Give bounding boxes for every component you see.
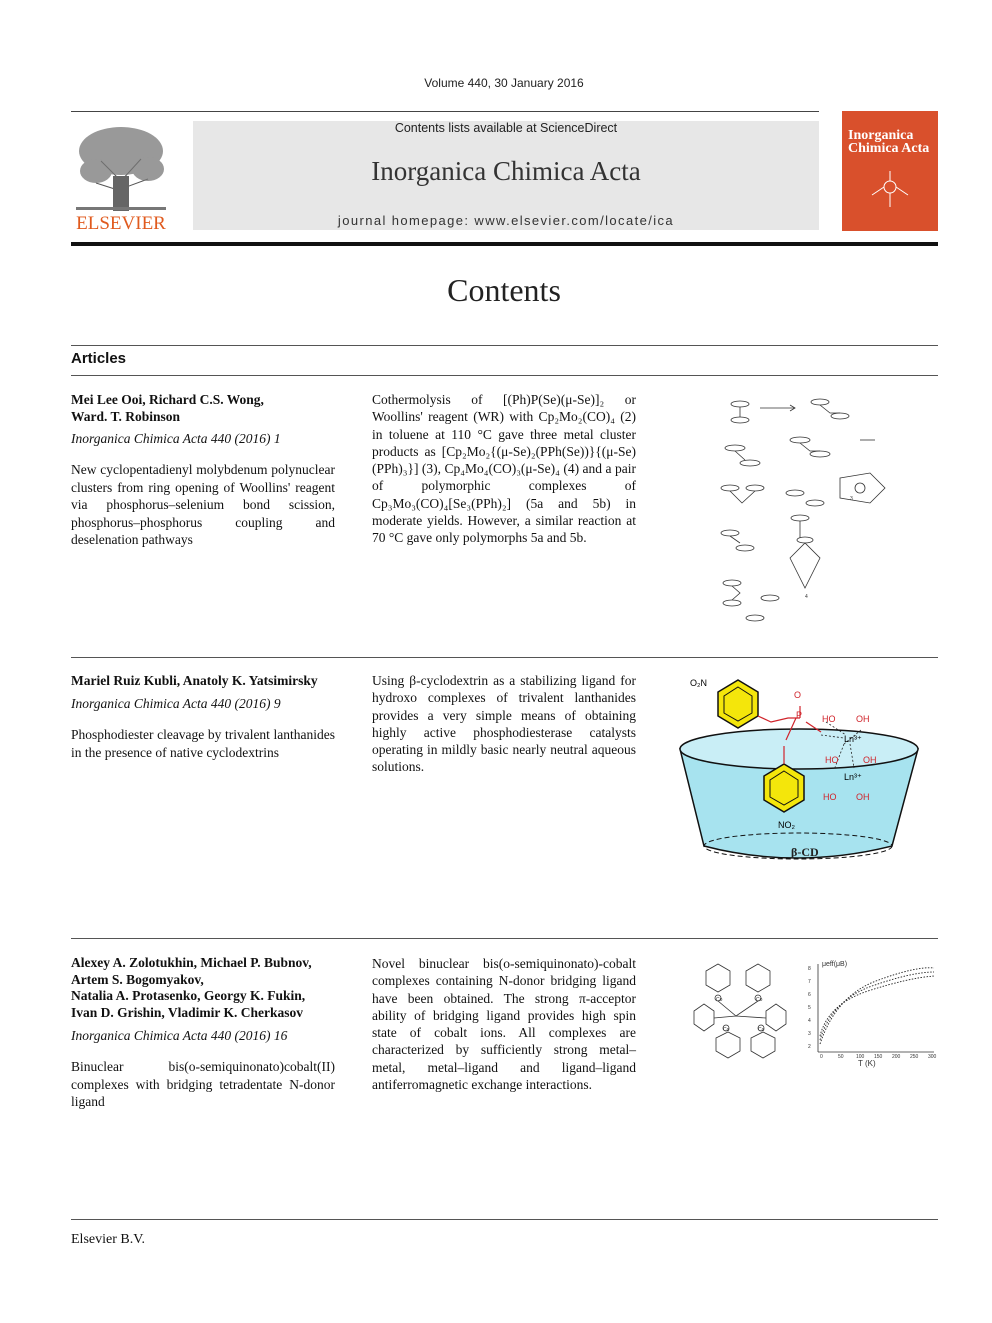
- section-heading: Articles: [71, 350, 127, 367]
- footer-rule: [71, 1219, 938, 1220]
- section-top-rule: [71, 345, 938, 346]
- article-3-citation[interactable]: Inorganica Chimica Acta 440 (2016) 16: [71, 1028, 288, 1043]
- plot-xticks: [820, 1054, 937, 1060]
- svg-text:HO: HO: [825, 755, 839, 765]
- plot-yticks: [808, 966, 811, 1050]
- svg-text:HO: HO: [823, 792, 837, 802]
- plot-ytick: 4: [808, 1018, 811, 1024]
- article-2-abstract: Using β-cyclodextrin as a stabilizing ligand for hydroxo complexes of trivalent lanthanides provides a very simple means of obtaining highly active phosphodiesterase catalysts operating in mildly basic nearly neutral aqueous solutions.: [372, 673, 636, 775]
- article-3-authors: Alexey A. Zolotukhin, Michael P. Bubnov, Artem S. Bogomyakov, Natalia A. Protasenko, Georgy K. Fukin, Ivan D. Grishin, Vladimir K. Cherkasov: [71, 955, 312, 1020]
- article-3-structure: [686, 956, 796, 1066]
- svg-text:Ln³⁺: Ln³⁺: [844, 772, 862, 782]
- plot-xtick: 50: [838, 1054, 844, 1060]
- cover-title: Inorganica Chimica Acta: [848, 128, 930, 156]
- volume-info: Volume 440, 30 January 2016: [424, 76, 584, 90]
- plot-xtick: 100: [856, 1054, 865, 1060]
- svg-text:OH: OH: [863, 755, 877, 765]
- plot-xtick: 300: [928, 1054, 937, 1060]
- article-1-graphical-abstract: [710, 388, 910, 636]
- plot-ytick: 3: [808, 1031, 811, 1037]
- svg-text:O: O: [794, 690, 802, 700]
- contents-lists-link[interactable]: Contents lists available at ScienceDirect: [394, 121, 618, 135]
- header-top-rule: [71, 111, 819, 112]
- article-2-title[interactable]: Phosphodiester cleavage by trivalent lanthanides in the presence of native cyclodextrins: [71, 727, 335, 760]
- svg-text:Co: Co: [758, 1027, 765, 1033]
- svg-text:HO: HO: [822, 714, 836, 724]
- journal-cover: [842, 111, 938, 231]
- footer-publisher: Elsevier B.V.: [71, 1232, 146, 1247]
- plot-curve-2: [820, 972, 934, 1040]
- page-title: Contents: [447, 272, 561, 308]
- section-bottom-rule: [71, 375, 938, 376]
- svg-text:4: 4: [805, 594, 808, 600]
- svg-text:NO₂: NO₂: [778, 820, 795, 830]
- plot-ytick: 6: [808, 992, 811, 998]
- svg-text:Co: Co: [723, 1027, 730, 1033]
- svg-text:Co: Co: [756, 997, 763, 1003]
- plot-ytick: 8: [808, 966, 811, 972]
- article-1-abstract: Cothermolysis of [(Ph)P(Se)(μ-Se)]₂ or Woollins' reagent (WR) with Cp₂Mo₂(CO)₄ (2) in toluene at 110 °C gave three metal cluster products as [Cp₂Mo₂{(μ-Se)₂(PPh(Se))}{(μ-Se)(PPh)₃}] (3), Cp₄Mo₄(CO)₃(μ-Se)₄ (4) and a pair of polymorphic complexes of Cp₃Mo₃(CO)₄[Se₃(PPh)₂] (5a and 5b) in moderate yields. However, a similar reaction at 70 °C gave only polymorphs 5a and 5b.: [372, 392, 636, 546]
- svg-text:P: P: [796, 710, 803, 720]
- plot-xtick: 200: [892, 1054, 901, 1060]
- plot-xlabel: T (K): [858, 1059, 876, 1068]
- header-rule: [71, 242, 938, 246]
- plot-ytick: 5: [808, 1005, 811, 1011]
- svg-text:Ln³⁺: Ln³⁺: [844, 734, 862, 744]
- plot-ylabel: μeff(μB): [822, 961, 848, 968]
- cover-molecule-icon: [862, 165, 918, 215]
- article-divider-2: [71, 938, 938, 939]
- svg-text:O₂N: O₂N: [690, 678, 707, 688]
- article-2-authors: Mariel Ruiz Kubli, Anatoly K. Yatsimirsky: [71, 673, 318, 688]
- journal-name: Inorganica Chimica Acta: [371, 156, 641, 186]
- svg-text:OH: OH: [856, 714, 870, 724]
- article-3-title[interactable]: Binuclear bis(o-semiquinonato)cobalt(II) complexes with bridging tetradentate N-donor ligand: [71, 1059, 335, 1109]
- article-1-citation[interactable]: Inorganica Chimica Acta 440 (2016) 1: [71, 431, 281, 446]
- plot-xtick: 0: [820, 1054, 823, 1060]
- svg-text:Co: Co: [716, 997, 723, 1003]
- article-2-graphical-abstract: [676, 670, 924, 870]
- article-divider-1: [71, 657, 938, 658]
- plot-curve-1: [820, 968, 934, 1044]
- svg-text:ELSEVIER: ELSEVIER: [76, 213, 166, 231]
- plot-xtick: 150: [874, 1054, 883, 1060]
- plot-ytick: 7: [808, 979, 811, 985]
- article-1-title[interactable]: New cyclopentadienyl molybdenum polynuclear clusters from ring opening of Woollins' reagent via phosphorus–selenium bond scission, phosphorus–phosphorus coupling and deselenation pathways: [71, 462, 335, 547]
- article-1-authors: Mei Lee Ooi, Richard C.S. Wong, Ward. T. Robinson: [71, 392, 264, 424]
- article-3-abstract: Novel binuclear bis(o-semiquinonato)-cobalt complexes containing N-donor bridging ligand have been obtained. The strong π-acceptor ability of bridging ligand provides high spin state of cobalt ions. All complexes are characterized by sufficiently strong metal–metal, metal–ligand and ligand–ligand antiferromagnetic exchange interactions.: [372, 956, 636, 1093]
- svg-text:3: 3: [850, 496, 853, 502]
- plot-ytick: 2: [808, 1044, 811, 1050]
- svg-text:β-CD: β-CD: [791, 845, 819, 859]
- elsevier-logo: [66, 121, 176, 231]
- plot-xtick: 250: [910, 1054, 919, 1060]
- svg-text:OH: OH: [856, 792, 870, 802]
- article-3-magnetic-plot: [796, 956, 938, 1068]
- plot-curve-3: [820, 976, 934, 1036]
- article-2-citation[interactable]: Inorganica Chimica Acta 440 (2016) 9: [71, 696, 281, 711]
- journal-homepage-link[interactable]: journal homepage: www.elsevier.com/locate/ica: [337, 213, 675, 228]
